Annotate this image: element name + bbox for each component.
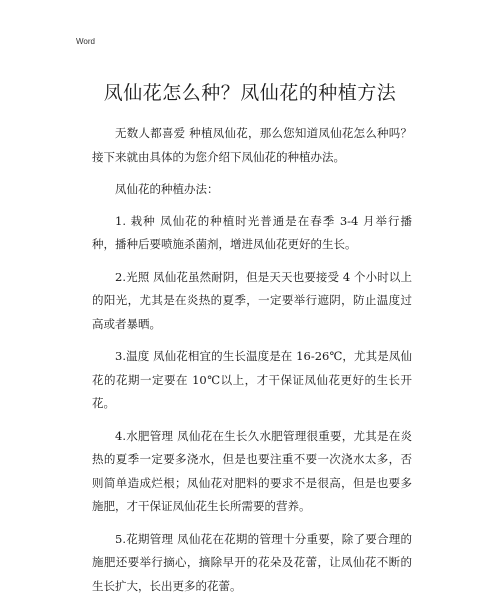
section-heading: 凤仙花的种植办法： — [115, 182, 219, 196]
step-water-fertilizer-paragraph: 4.水肥管理 凤仙花在生长久水肥管理很重要，尤其是在炎热的夏季一定要多浇水，但是也要注重不要一次浇水太多，否则简单造成烂根；凤仙花对肥料的要求不是很高，但是也要多施肥，才干保证凤仙花生长所需要的营养。 — [92, 428, 412, 513]
app-label: Word — [76, 37, 95, 46]
document-title: 凤仙花怎么种？凤仙花的种植方法 — [103, 82, 397, 104]
step-temperature-paragraph: 3.温度 凤仙花相宜的生长温度是在 16-26℃，尤其是凤仙花的花期一定要在 10℃以上，才干保证凤仙花更好的生长开花。 — [92, 349, 412, 410]
step-planting-paragraph: 1. 栽种 凤仙花的种植时光普通是在春季 3-4 月举行播种，播种后要喷施杀菌剂，增进凤仙花更好的生长。 — [92, 213, 412, 251]
step-flowering-paragraph: 5.花期管理 凤仙花在花期的管理十分重要，除了要合理的施肥还要举行摘心，摘除早开的花朵及花蕾，让凤仙花不断的生长扩大，长出更多的花蕾。 — [92, 531, 412, 593]
document-body — [92, 122, 412, 607]
step-light-paragraph: 2.光照 凤仙花虽然耐阴，但是天天也要接受 4 个小时以上的阳光，尤其是在炎热的夏季，一定要举行遮阴，防止温度过高或者暴晒。 — [92, 269, 412, 331]
intro-paragraph: 无数人都喜爱 种植凤仙花，那么您知道凤仙花怎么种吗？接下来就由具体的为您介绍下凤仙花的种植办法。 — [92, 126, 412, 164]
